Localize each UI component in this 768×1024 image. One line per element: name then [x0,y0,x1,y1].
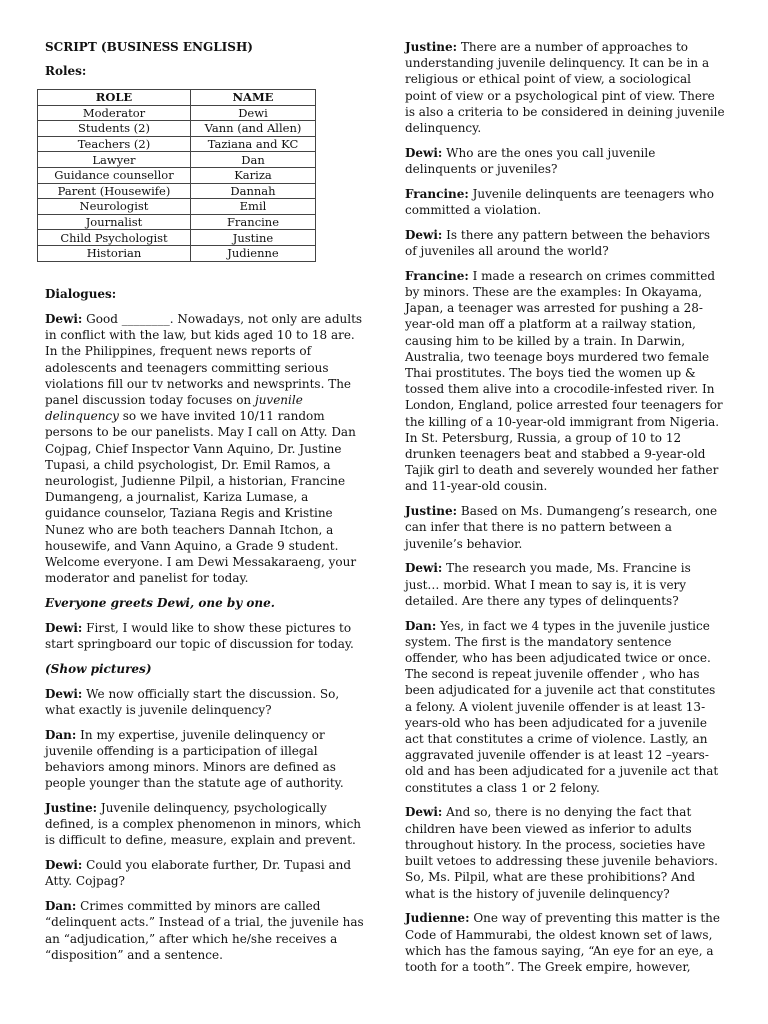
roles-table-row [38,245,316,261]
speaker-name: Dewi: [45,620,83,635]
dialogue-line [405,910,725,975]
speaker-name: Dewi: [45,858,83,873]
dialogue-text: Juvenile delinquency, psychologically defined, is a complex phenomenon in minors, which is difficult to define, measure, explain and prevent. [45,801,362,848]
name-cell: Judienne [190,245,315,261]
dialogue-text: Who are the ones you call juvenile delinquents or juveniles? [405,145,656,177]
dialogue-text: The research you made, Ms. Francine is just… morbid. What I mean to say is, it is very detailed. Are there any types of delinquents? [405,561,691,608]
dialogue-text: Is there any pattern between the behaviors of juveniles all around the world? [405,227,711,259]
speaker-name: Dewi: [405,145,443,160]
dialogue-line [405,268,725,495]
dialogue-line [405,227,725,259]
role-cell: Students (2) [38,121,191,137]
dialogue-line [45,800,365,849]
speaker-name: Dewi: [405,227,443,242]
role-cell: Lawyer [38,152,191,168]
roles-table-header-row [38,90,316,106]
roles-table-row [38,167,316,183]
roles-table-row [38,152,316,168]
dialogue-text: And so, there is no denying the fact that children have been viewed as inferior to adults throughout history. In the process, societies have built vetoes to addressing these juvenile behaviors. So, Ms. Pilpil, what are these prohibitions? And what is the history of juvenile delinquency? [405,805,718,901]
speaker-name: Justine: [405,40,458,54]
dialogue-text: In my expertise, juvenile delinquency or juvenile offending is a participation of illegal behaviors among minors. Minors are defined as people younger than the statute age of authority. [45,727,344,791]
speaker-name: Francine: [405,186,469,201]
dialogue-text: I made a research on crimes committed by minors. These are the examples: In Okayama, Japan, a teenager was arrested for pushing a 28-year-old man off a platform at a railway station, causing him to be killed by a train. In Darwin, Australia, two teenage boys murdered two female Thai prostitutes. The boys tied the women up & tossed them alive into a crocodile-infested river. In London, England, police arrested four teenagers for the killing of a 10-year-old immigrant from Nigeria. In St. Petersburg, Russia, a group of 10 to 12 drunken teenagers beat and stabbed a 9-year-old Tajik girl to death and severely wounded her father and 11-year-old cousin. [405,268,723,494]
stage-direction-text: Everyone greets Dewi, one by one. [45,596,275,611]
role-cell: Teachers (2) [38,136,191,152]
dialogues-heading: Dialogues: [45,287,117,301]
speaker-name: Dan: [45,727,77,742]
roles-table-row [38,199,316,215]
speaker-name: Dan: [405,618,437,633]
name-cell: Dan [190,152,315,168]
roles-table-row [38,230,316,246]
name-cell: Justine [190,230,315,246]
speaker-name: Dan: [45,899,77,914]
roles-table-row [38,183,316,199]
speaker-name: Justine: [45,801,98,816]
role-cell: Neurologist [38,199,191,215]
name-cell: Kariza [190,167,315,183]
stage-direction [45,595,365,611]
dialogue-line [45,898,365,963]
dialogue-text: We now officially start the discussion. So, what exactly is juvenile delinquency? [45,686,340,717]
role-cell: Moderator [38,105,191,121]
name-cell: Vann (and Allen) [190,121,315,137]
dialogue-line [405,186,725,218]
role-cell: Child Psychologist [38,230,191,246]
dialogue-line [45,857,365,889]
dialogue-line [405,804,725,901]
roles-table-body [38,105,316,261]
dialogue-text: One way of preventing this matter is the Code of Hammurabi, the oldest known set of laws, which has the famous saying, “An eye for an eye, a tooth for a tooth”. The Greek empire, however, [405,911,720,974]
left-dialogue-flow [45,311,365,972]
dialogue-text: so we have invited 10/11 random persons to be our panelists. May I call on Atty. Dan Cojpag, Chief Inspector Vann Aquino, Dr. Justine Tupasi, a child psychologist, Dr. Emil Ramos, a neurologist, Judienne Pilpil, a historian, Francine Dumangeng, a journalist, Kariza Lumase, a guidance counselor, Taziana Regis and Kristine Nunez who are both teachers Dannah Itchon, a housewife, and Vann Aquino, a Grade 9 student. Welcome everyone. I am Dewi Messakaraeng, your moderator and panelist for today. [45,409,357,586]
name-cell: Dewi [190,105,315,121]
dialogue-text: Good ________. Nowadays, not only are adults in conflict with the law, but kids aged 10 to 18 are. In the Philippines, frequent news reports of adolescents and teenagers committing serious violations fill our tv networks and newsprints. The panel discussion today focuses on [45,312,363,408]
right-dialogue-flow [405,39,725,984]
dialogue-line [405,503,725,552]
roles-table-row [38,121,316,137]
role-column-header: ROLE [38,90,191,106]
speaker-name: Francine: [405,268,469,283]
roles-table-row [38,105,316,121]
name-column-header: NAME [190,90,315,106]
dialogue-line [405,560,725,609]
dialogue-line [45,311,365,586]
speaker-name: Judienne: [405,911,470,926]
dialogue-line [45,727,365,792]
dialogue-text: Could you elaborate further, Dr. Tupasi and Atty. Cojpag? [45,858,352,889]
dialogue-text: First, I would like to show these pictures to start springboard our topic of discussion for today. [45,620,354,652]
name-cell: Dannah [190,183,315,199]
dialogue-line [45,686,365,718]
role-cell: Parent (Housewife) [38,183,191,199]
emphasized-text: juvenile delinquency [45,393,303,424]
dialogue-text: Yes, in fact we 4 types in the juvenile justice system. The first is the mandatory sentence offender, who has been adjudicated twice or once. The second is repeat juvenile offender , who has been adjudicated for a juvenile act that constitutes a felony. A violent juvenile offender is at least 13-years-old who has been adjudicated for a juvenile act that constitutes a crime of violence. Lastly, an aggravated juvenile offender is at least 12 –years-old and has been adjudicated for a juvenile act that constitutes a class 1 or 2 felony. [405,618,719,795]
speaker-name: Dewi: [45,312,83,326]
name-cell: Taziana and KC [190,136,315,152]
role-cell: Historian [38,245,191,261]
role-cell: Journalist [38,214,191,230]
dialogue-line [405,145,725,177]
stage-direction-text: (Show pictures) [45,661,152,676]
dialogue-line [45,620,365,652]
document-title: SCRIPT (BUSINESS ENGLISH) [45,40,253,54]
speaker-name: Dewi: [405,805,443,820]
dialogue-line [405,39,725,136]
dialogue-text: Juvenile delinquents are teenagers who committed a violation. [405,186,715,218]
dialogue-line [405,618,725,796]
dialogue-text: Based on Ms. Dumangeng’s research, one can infer that there is no pattern between a juvenile’s behavior. [405,504,718,551]
name-cell: Emil [190,199,315,215]
stage-direction [45,661,365,677]
roles-table-row [38,214,316,230]
roles-heading: Roles: [45,64,87,78]
speaker-name: Dewi: [405,561,443,576]
speaker-name: Justine: [405,504,458,519]
roles-table-row [38,136,316,152]
speaker-name: Dewi: [45,686,83,701]
roles-table [37,89,316,262]
name-cell: Francine [190,214,315,230]
dialogue-text: There are a number of approaches to understanding juvenile delinquency. It can be in a religious or ethical point of view, a sociological point of view or a psychological pint of view. There is also a criteria to be considered in deining juvenile delinquency. [405,40,725,136]
role-cell: Guidance counsellor [38,167,191,183]
dialogue-text: Crimes committed by minors are called “delinquent acts.” Instead of a trial, the juvenile has an “adjudication,” after which he/she receives a “disposition” and a sentence. [45,899,364,962]
